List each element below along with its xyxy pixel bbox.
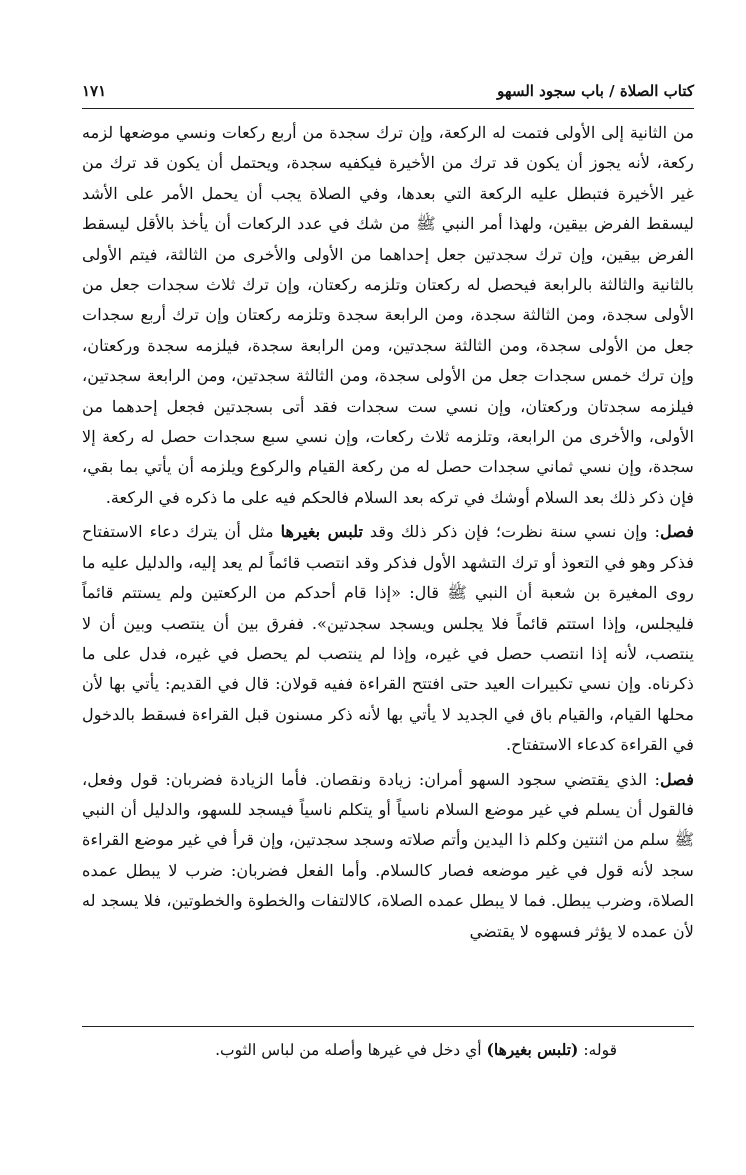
header-divider [82, 108, 694, 109]
paragraph [82, 118, 694, 513]
footnote-text: أي دخل في غيرها وأصله من لباس الثوب. [215, 1041, 487, 1059]
footnote-divider [82, 1026, 694, 1027]
bold-term: تلبس بغيرها [280, 522, 363, 542]
paragraph [82, 517, 694, 760]
paragraph [82, 765, 694, 947]
text-run: : وإن نسي سنة نظرت؛ فإن ذكر ذلك وقد [363, 522, 660, 542]
footnote-text: قوله: [578, 1041, 617, 1059]
bold-term: فصل [659, 769, 694, 789]
footnote-term: (تلبس بغيرها) [486, 1040, 579, 1059]
footnote [82, 1036, 617, 1064]
chapter-title: كتاب الصلاة / باب سجود السهو [497, 82, 694, 100]
text-run: من الثانية إلى الأولى فتمت له الركعة، وإن ترك سجدة من أربع ركعات ونسي موضعها لزمه ركعة، لأنه يجوز أن يكون قد ترك من الأخيرة فيكفيه سجدة، ويحتمل أن يكون قد ترك من غير الأخيرة فتبطل عليه الركعة التي بعدها، وفي الصلاة يجب أن يحمل الأمر على الأشد ليسقط الفرض بيقين، ولهذا أمر النبي ﷺ من شك في عدد الركعات أن يأخذ بالأقل ليسقط الفرض بيقين، وإن ترك سجدتين جعل إحداهما من الأولى والأخرى من الثالثة، فيتم الأولى بالثانية والثالثة بالرابعة فيحصل له ركعتان وتلزمه ركعتان، وإن ترك ثلاث سجدات جعل من الأولى سجدة، ومن الثالثة سجدة، ومن الرابعة سجدة وتلزمه ركعتان وإن ترك أربع سجدات جعل من الأولى سجدة، ومن الثالثة سجدتين، ومن الرابعة سجدة، فيلزمه سجدة وركعتان، وإن ترك خمس سجدات جعل من الأولى سجدة، ومن الثالثة سجدتين، ومن الرابعة سجدتين، فيلزمه سجدتان وركعتان، وإن نسي ست سجدات فقد أتى بسجدتين فجعل إحدهما من الأولى، والأخرى من الرابعة، وتلزمه ثلاث ركعات، وإن نسي سبع سجدات حصل له ركعة إلا سجدة، وإن نسي ثماني سجدات حصل له من ركعة القيام والركوع ويلزمه أن يأتي بما بقي، فإن ذكر ذلك بعد السلام أوشك في تركه بعد السلام فالحكم فيه على ما ذكره في الركعة. [82, 123, 694, 507]
main-text [82, 118, 694, 947]
running-header [82, 76, 694, 106]
text-run: مثل أن يترك دعاء الاستفتاح فذكر وهو في التعوذ أو ترك التشهد الأول فذكر وقد انتصب قائماً لم يعد إليه، والدليل عليه ما روى المغيرة بن شعبة أن النبي ﷺ قال: «إذا قام أحدكم من الركعتين ولم يستتم قائماً فليجلس، وإذا استتم قائماً فلا يجلس ويسجد سجدتين». ففرق بين أن ينتصب وبين أن لا ينتصب، لأنه إذا انتصب حصل في غيره، وإذا لم ينتصب لم يحصل في غيره، فدل على ما ذكرناه. وإن نسي تكبيرات العيد حتى افتتح القراءة ففيه قولان: قال في القديم: يأتي بها لأن محلها القيام، والقيام باق في الجديد لا يأتي بها لأنه ذكر مسنون قبل القراءة فسقط بالدخول في القراءة كدعاء الاستفتاح. [82, 522, 694, 755]
page-number: ١٧١ [82, 82, 107, 100]
bold-term: فصل [659, 522, 695, 542]
text-run: : الذي يقتضي سجود السهو أمران: زيادة ونقصان. فأما الزيادة فضربان: قول وفعل، فالقول أن يسلم في غير موضع السلام ناسياً أو يتكلم ناسياً فيسجد للسهو، والدليل أن النبي ﷺ سلم من اثنتين وكلم ذا اليدين وأتم صلاته وسجد سجدتين، وإن قرأ في غير موضع القراءة سجد لأنه قول في غير موضعه فصار كالسلام. وأما الفعل فضربان: ضرب لا يبطل عمده الصلاة، وضرب يبطل. فما لا يبطل عمده الصلاة، كالالتفات والخطوة والخطوتين، فلا يسجد له لأن عمده لا يؤثر فسهوه لا يقتضي [82, 769, 694, 941]
